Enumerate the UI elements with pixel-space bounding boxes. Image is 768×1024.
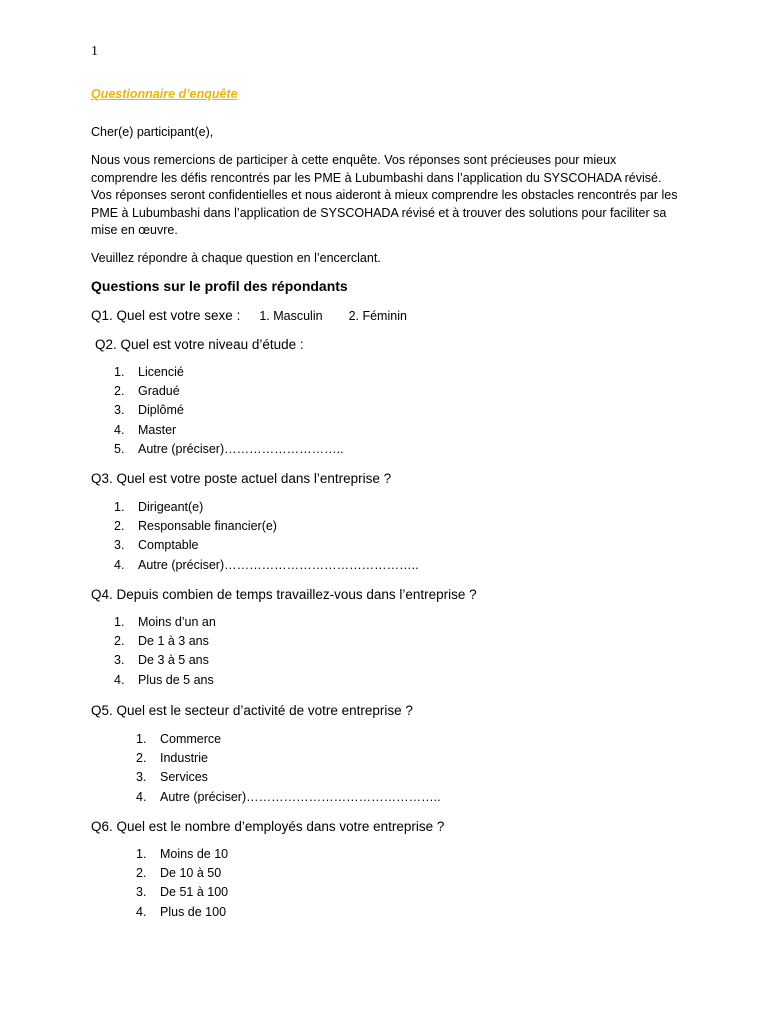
question-q6-label: Q6. Quel est le nombre d’employés dans votre entreprise ? xyxy=(91,819,445,834)
list-item: 2. De 10 à 50 xyxy=(136,866,222,881)
list-item: 2. Gradué xyxy=(114,384,180,399)
question-q2-label: Q2. Quel est votre niveau d’étude : xyxy=(95,337,304,352)
question-q5-label: Q5. Quel est le secteur d’activité de votre entreprise ? xyxy=(91,703,413,718)
q1-option-feminin: 2. Féminin xyxy=(348,309,407,323)
question-q4-label: Q4. Depuis combien de temps travaillez-vous dans l’entreprise ? xyxy=(91,587,477,602)
q2-options-list xyxy=(114,363,344,459)
q5-options-list xyxy=(136,730,441,807)
q1-option-masculin: 1. Masculin xyxy=(259,309,323,323)
instruction: Veuillez répondre à chaque question en l’encerclant. xyxy=(91,251,381,265)
list-item: 1. Moins de 10 xyxy=(136,847,229,861)
intro-paragraph: Nous vous remercions de participer à cette enquête. Vos réponses sont précieuses pour mieux comprendre les défis rencontrés par les PME à Lubumbashi dans l’application du SYSCOHADA révisé. Vos réponses seront confidentielles et nous aideront à mieux comprendre les obstacles rencontrés par les PME à Lubumbashi dans l’application de SYSCOHADA révisé et à trouver des solutions pour faciliter sa mise en œuvre. xyxy=(91,153,678,237)
list-item: 3. De 51 à 100 xyxy=(136,885,229,900)
page-number: 1 xyxy=(91,44,98,59)
section-heading: Questions sur le profil des répondants xyxy=(91,278,348,294)
list-item: 5. Autre (préciser)……………………….. xyxy=(114,441,344,456)
list-item: 4. Plus de 5 ans xyxy=(114,672,214,687)
document-title: Questionnaire d’enquête xyxy=(91,87,238,101)
list-item: 2. De 1 à 3 ans xyxy=(114,634,209,649)
list-item: 4. Autre (préciser)……………………………………….. xyxy=(114,557,419,572)
q4-options-list xyxy=(114,613,216,690)
list-item: 2. Industrie xyxy=(136,751,208,766)
list-item: 3. Services xyxy=(136,770,208,785)
list-item: 3. Diplômé xyxy=(114,403,184,418)
q6-options-list xyxy=(136,845,229,922)
question-q3-label: Q3. Quel est votre poste actuel dans l’entreprise ? xyxy=(91,471,392,486)
list-item: 4. Autre (préciser)……………………………………….. xyxy=(136,789,441,804)
list-item: 3. De 3 à 5 ans xyxy=(114,653,209,668)
list-item: 2. Responsable financier(e) xyxy=(114,519,277,534)
list-item: 1. Moins d’un an xyxy=(114,615,216,629)
list-item: 1. Commerce xyxy=(136,732,222,746)
list-item: 1. Dirigeant(e) xyxy=(114,500,204,514)
list-item: 3. Comptable xyxy=(114,538,199,553)
greeting: Cher(e) participant(e), xyxy=(91,125,214,139)
list-item: 4. Plus de 100 xyxy=(136,904,227,919)
q3-options-list xyxy=(114,498,419,575)
question-q1-label: Q1. Quel est votre sexe : xyxy=(91,308,241,323)
list-item: 1. Licencié xyxy=(114,365,184,379)
question-q1 xyxy=(91,307,407,325)
list-item: 4. Master xyxy=(114,422,177,437)
